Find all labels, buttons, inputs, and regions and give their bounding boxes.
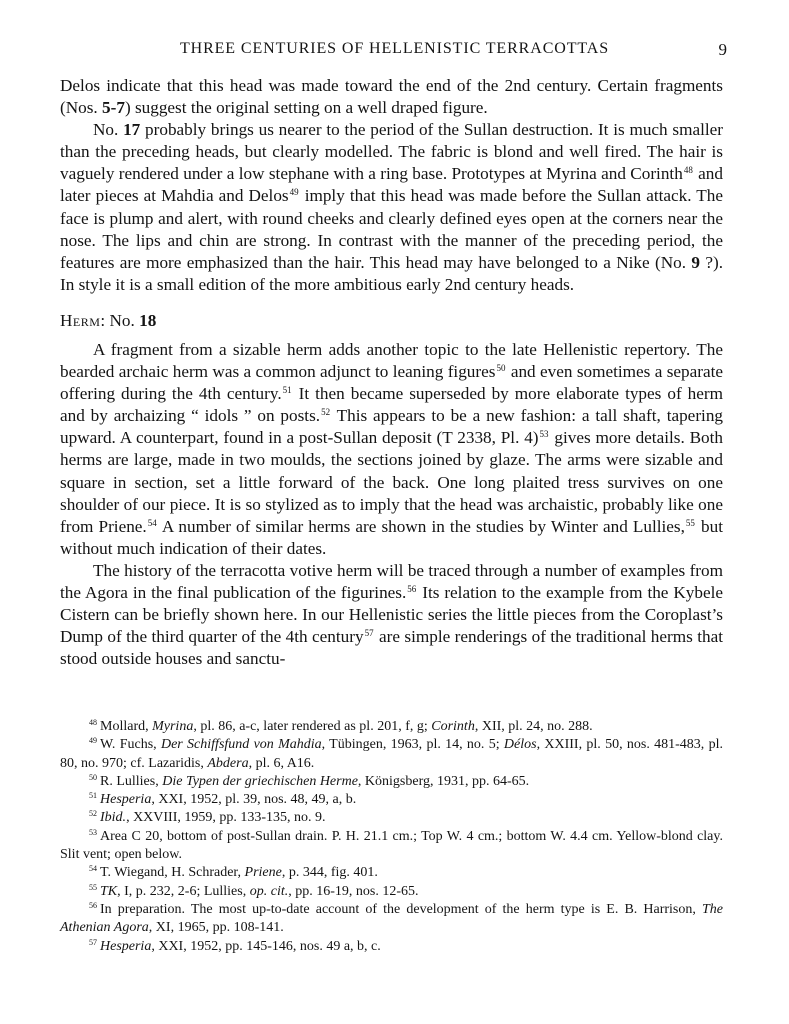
text-run: This appears to be a new fashion: a tall shaft, tapering upward. A counterpart, found in a post-Sullan deposit (T 2338, Pl. 4) — [60, 406, 724, 448]
text-run: ) suggest the original setting on a well draped figure. — [124, 98, 488, 118]
text-run: , XI, 1965, pp. 108-141. — [148, 920, 284, 936]
text-run: , p. 344, fig. 401. — [281, 865, 378, 881]
catalog-number: 17 — [123, 120, 141, 140]
citation-title: Délos — [503, 737, 537, 753]
text-run: , XXVIII, 1959, pp. 133-135, no. 9. — [126, 810, 326, 826]
text-run: , Tübingen, 1963, pl. 14, no. 5; — [321, 737, 504, 753]
paragraph-4 — [60, 560, 723, 670]
text-run: , XII, pl. 24, no. 288. — [474, 719, 593, 734]
text-run: probably brings us nearer to the period of the Sullan destruction. It is much smaller than the preceding heads, but clearly modelled. The fabric is blond and well fired. The hair is vaguely rendered under a low stephane with a ring base. Prototypes at Myrina and Corinth — [60, 120, 723, 184]
footnote-ref: 53 — [539, 429, 549, 440]
text-run: No. — [93, 120, 124, 140]
text-run: A fragment from a sizable herm adds another topic to the late Hellenistic repertory. The bearded archaic herm was a common adjunct to leaning figures — [60, 339, 723, 382]
catalog-number: 5-7 — [102, 98, 125, 118]
footnote-ref: 52 — [321, 407, 331, 418]
footnote-ref: 55 — [685, 517, 695, 528]
text-run: , Königsberg, 1931, pp. 64-65. — [357, 773, 530, 789]
footnote-50 — [60, 773, 723, 791]
text-run: , XXI, 1952, pl. 39, nos. 48, 49, a, b. — [151, 792, 357, 808]
footnote-number: 57 — [89, 937, 97, 947]
footnote-53 — [60, 828, 723, 865]
footnote-49 — [60, 736, 723, 773]
text-run: Delos indicate that this head was made toward the end of the 2nd century. Certain fragments (Nos. — [60, 76, 723, 118]
footnote-number: 53 — [89, 827, 97, 837]
text-run: W. Fuchs, — [100, 737, 161, 753]
footnote-ref: 51 — [282, 385, 292, 396]
catalog-number: 9 — [691, 252, 700, 272]
text-run: In preparation. The most up-to-date account of the development of the herm type is E. B. Harrison, — [100, 901, 702, 917]
paragraph-1 — [60, 75, 723, 119]
citation-title: The Athenian Agora — [60, 901, 723, 936]
footnote-55 — [60, 883, 723, 901]
footnote-ref: 56 — [407, 583, 417, 594]
text-run: , I, p. 232, 2-6; Lullies, — [117, 883, 250, 899]
text-run: , XXIII, pl. 50, nos. 481-483, pl. 80, no. 970; cf. Lazaridis, — [60, 737, 723, 771]
footnote-number: 55 — [89, 882, 97, 892]
text-run: The history of the terracotta votive herm will be traced through a number of examples from the Agora in the final publication of the figurines. — [60, 560, 723, 602]
footnote-56 — [60, 901, 723, 938]
footnote-54 — [60, 864, 723, 882]
footnote-ref: 49 — [289, 187, 299, 198]
text-run: : No. — [100, 310, 140, 330]
footnote-ref: 57 — [364, 628, 374, 639]
running-title: THREE CENTURIES OF HELLENISTIC TERRACOTTAS — [179, 40, 610, 57]
text-run: A number of similar herms are shown in the studies by Winter and Lullies, — [157, 516, 685, 536]
footnotes — [60, 718, 723, 956]
footnote-48 — [60, 718, 723, 736]
page-number: 9 — [718, 40, 727, 59]
citation-title: Abdera — [207, 755, 249, 771]
text-run: R. Lullies, — [100, 773, 163, 789]
footnote-number: 56 — [89, 900, 97, 910]
text-run: Area C 20, bottom of post-Sullan drain. P. H. 21.1 cm.; Top W. 4 cm.; bottom W. 4.4 cm. Yellow-blond clay. Slit vent; open below. — [60, 828, 723, 863]
text-run: Its relation to the example from the Kybele Cistern can be briefly shown here. In our Hellenistic series the little pieces from the Coroplast’s Dump of the third quarter of the 4th century — [60, 582, 723, 647]
text-run: ?). In style it is a small edition of the more ambitious early 2nd century heads. — [60, 252, 723, 294]
paragraph-2 — [60, 119, 723, 296]
text-run: and even sometimes a separate offering during the 4th century. — [60, 362, 724, 404]
citation-title: TK — [100, 883, 118, 899]
footnote-57 — [60, 938, 723, 956]
citation-title: Corinth — [431, 719, 475, 734]
text-run: gives more details. Both herms are large, made in two moulds, the sections joined by glaze. The arms were sizable and square in section, set a little forward of the back. One long plaited tress survives on one shoulder of our piece. It is so stylized as to imply that the head was archaistic, probably like one from Priene. — [60, 428, 723, 536]
citation-title: Hesperia — [100, 938, 152, 954]
footnote-number: 48 — [89, 718, 97, 727]
citation-title: Die Typen der griechischen Herme — [162, 773, 358, 789]
paragraph-3 — [60, 339, 723, 560]
text-run: and later pieces at Mahdia and Delos — [60, 164, 723, 206]
citation-title: Myrina — [152, 719, 194, 734]
text-run: but without much indication of their dates. — [60, 516, 723, 558]
citation-title: Ibid. — [100, 810, 127, 826]
footnote-number: 49 — [89, 736, 97, 746]
footnote-number: 50 — [89, 772, 97, 782]
text-run: Mollard, — [100, 719, 153, 734]
citation-title: Der Schiffsfund von Mahdia — [160, 737, 322, 753]
footnote-ref: 54 — [147, 517, 157, 528]
footnote-51 — [60, 791, 723, 809]
citation-title: Hesperia — [100, 792, 152, 808]
footnote-number: 52 — [89, 809, 97, 819]
main-text — [60, 75, 723, 670]
section-heading-label: Herm — [60, 310, 101, 330]
catalog-number: 18 — [139, 310, 157, 330]
text-run: , pl. 86, a-c, later rendered as pl. 201, f, g; — [193, 719, 432, 734]
page-header — [0, 40, 789, 62]
section-heading — [60, 310, 723, 332]
text-run: It then became superseded by more elaborate types of herm and by archaizing “ idols ” on posts. — [60, 384, 723, 426]
footnote-ref: 50 — [496, 363, 506, 374]
footnote-number: 51 — [89, 791, 97, 801]
text-run: T. Wiegand, H. Schrader, — [100, 865, 245, 881]
citation-title: op. cit. — [249, 883, 289, 899]
citation-title: Priene — [244, 865, 282, 881]
footnote-ref: 48 — [683, 165, 693, 176]
text-run: are simple renderings of the traditional herms that stood outside houses and sanctu- — [60, 627, 723, 669]
text-run: , XXI, 1952, pp. 145-146, nos. 49 a, b, c. — [151, 938, 381, 954]
footnote-number: 54 — [89, 864, 97, 874]
text-run: imply that this head was made before the Sullan attack. The face is plump and alert, with round cheeks and clearly defined eyes open at the corners near the nose. The lips and chin are strong. In contrast with the manner of the preceding period, the features are more emphasized than the hair. This head may have belonged to a Nike (No. — [60, 186, 723, 272]
text-run: , pp. 16-19, nos. 12-65. — [288, 883, 419, 899]
footnote-52 — [60, 809, 723, 827]
text-run: , pl. 6, A16. — [248, 755, 315, 771]
